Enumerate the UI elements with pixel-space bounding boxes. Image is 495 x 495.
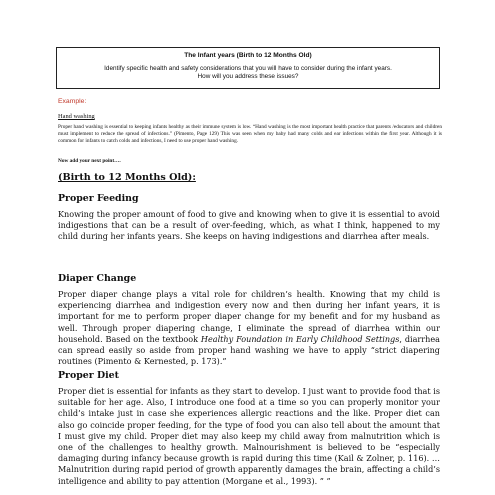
proper-diet-heading: Proper Diet (58, 370, 119, 381)
assignment-question-line-2: How will you address these issues? (197, 73, 299, 80)
hand-washing-paragraph: Proper hand washing is essential to keeping infants healthy as their immune system is low. “Hand washing is the most important health practice that parents /educators and children must implement to reduce the spread of infections.” (Pimento, Page 129) This was seen when my baby had many colds and ear infections within the first year. Although it is common for infants to catch colds and infections, I need to use proper hand washing. (58, 124, 442, 144)
textbook-title: Healthy Foundation in Early Childhood Settings (200, 333, 400, 344)
assignment-title: The Infant years (Birth to 12 Months Old) (184, 52, 312, 59)
next-point-instruction: Now add your next point…. (58, 158, 121, 164)
proper-feeding-paragraph: Knowing the proper amount of food to give and knowing when to give it is essential to avoid indigestions that can be a result of over-feeding, which, as what I think, happened to my child during her infants years. She keeps on having indigestions and diarrhea after meals. (58, 209, 440, 242)
age-range-heading: (Birth to 12 Months Old): (58, 172, 196, 183)
proper-diet-paragraph: Proper diet is essential for infants as they start to develop. I just want to provide food that is suitable for her age. Also, I introduce one food at a time so you can properly monitor your child’s intake just in case she experiences allergic reactions and the like. Proper diet can also go coincide proper feeding, for the type of food you can also tell about the amount that I must give my child. Proper diet may also keep my child away from malnutrition which is one of the challenges to healthy growth. Malnourishment is believed to be “especially damaging during infancy because growth is rapid during this time (Kail & Zolner, p. 116). … Malnutrition during rapid period of growth apparently damages the brain, affecting a child’s intelligence and ability to pay attention (Morgane et al., 1993). ” ” (58, 386, 440, 486)
diaper-change-heading: Diaper Change (58, 273, 137, 284)
example-label: Example: (58, 98, 87, 105)
assignment-header-box (56, 47, 440, 89)
diaper-text-before: Proper diaper change plays a vital role for children’s health. Knowing that my child is experiencing diarrhea and indigestion every now and then during her infant years, it is important for me to perform proper diaper change for my benefit and for my husband as well. Through proper diapering change, I eliminate the spread of diarrhea within our household. Based on the textbook (58, 289, 440, 344)
proper-feeding-heading: Proper Feeding (58, 193, 139, 204)
hand-washing-heading: Hand washing (58, 113, 95, 120)
diaper-change-paragraph (58, 289, 440, 367)
assignment-question-line-1: Identify specific health and safety considerations that you will have to consider during the infant years. (104, 65, 392, 72)
diaper-text-after: , diarrhea can spread easily so aside from proper hand washing we have to apply “strict diapering routines (Pimento & Kernested, p. 173).” (58, 333, 440, 367)
